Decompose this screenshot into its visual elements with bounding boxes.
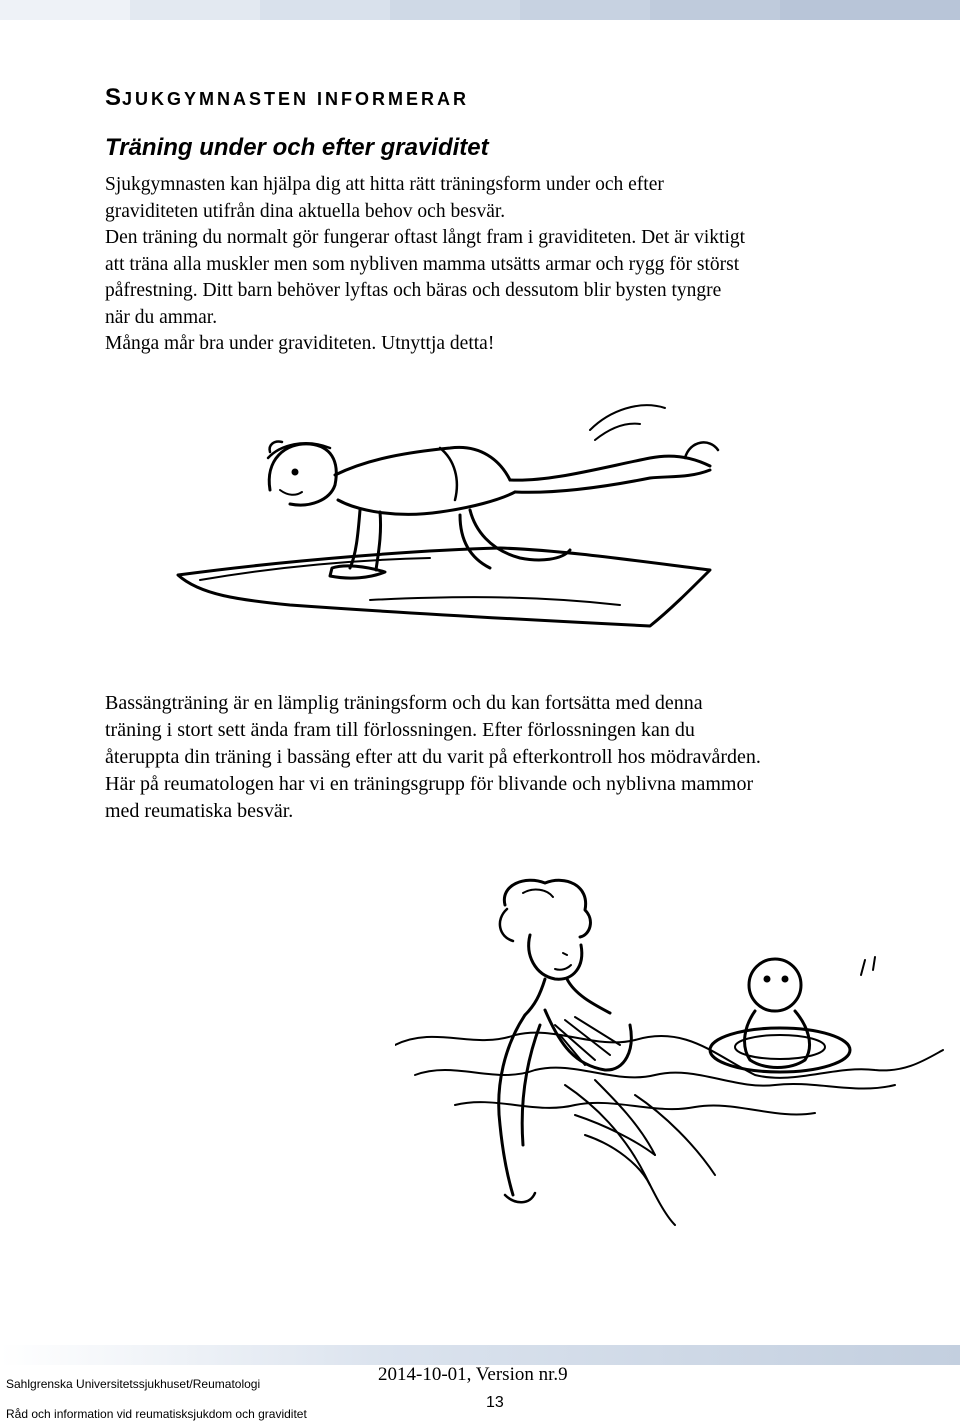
footer-date-version: 2014-10-01, Version nr.9: [378, 1364, 568, 1385]
pool-paragraph: [105, 690, 865, 825]
top-decorative-band: [0, 0, 960, 20]
pool-illustration: [395, 875, 945, 1230]
text-line: Sjukgymnasten kan hjälpa dig att hitta rätt träningsform under och efter: [105, 174, 664, 195]
text-line: Bassängträning är en lämplig träningsform och du kan fortsätta med denna: [105, 692, 703, 714]
footer-organization: Sahlgrenska Universitetssjukhuset/Reumatologi: [6, 1377, 261, 1391]
footer-band: [0, 1345, 960, 1365]
text-line: Den träning du normalt gör fungerar oftast långt fram i graviditeten. Det är viktigt: [105, 227, 746, 248]
text-line: med reumatiska besvär.: [105, 800, 294, 822]
text-line: Här på reumatologen har vi en träningsgrupp för blivande och nyblivna mammor: [105, 773, 754, 795]
text-line: träning i stort sett ända fram till förlossningen. Efter förlossningen kan du: [105, 719, 695, 741]
text-line: graviditeten utifrån dina aktuella behov och besvär.: [105, 200, 506, 222]
exercise-illustration: [170, 400, 720, 635]
section-heading: SJUKGYMNASTEN INFORMERAR: [105, 84, 470, 111]
text-line: när du ammar.: [105, 306, 218, 328]
page-title: Träning under och efter graviditet: [105, 134, 489, 161]
text-line: Många mår bra under graviditeten. Utnyttja detta!: [105, 333, 495, 354]
text-line: påfrestning. Ditt barn behöver lyftas och bäras och dessutom blir bysten tyngre: [105, 280, 722, 301]
footer-document-title: Råd och information vid reumatisksjukdom och graviditet: [6, 1407, 307, 1421]
text-line: att träna alla muskler men som nybliven mamma utsätts armar och rygg för störst: [105, 253, 740, 275]
intro-paragraph: [105, 172, 865, 358]
text-line: återuppta din träning i bassäng efter att du varit på efterkontroll hos mödravården.: [105, 746, 761, 768]
page-number: 13: [486, 1394, 504, 1411]
